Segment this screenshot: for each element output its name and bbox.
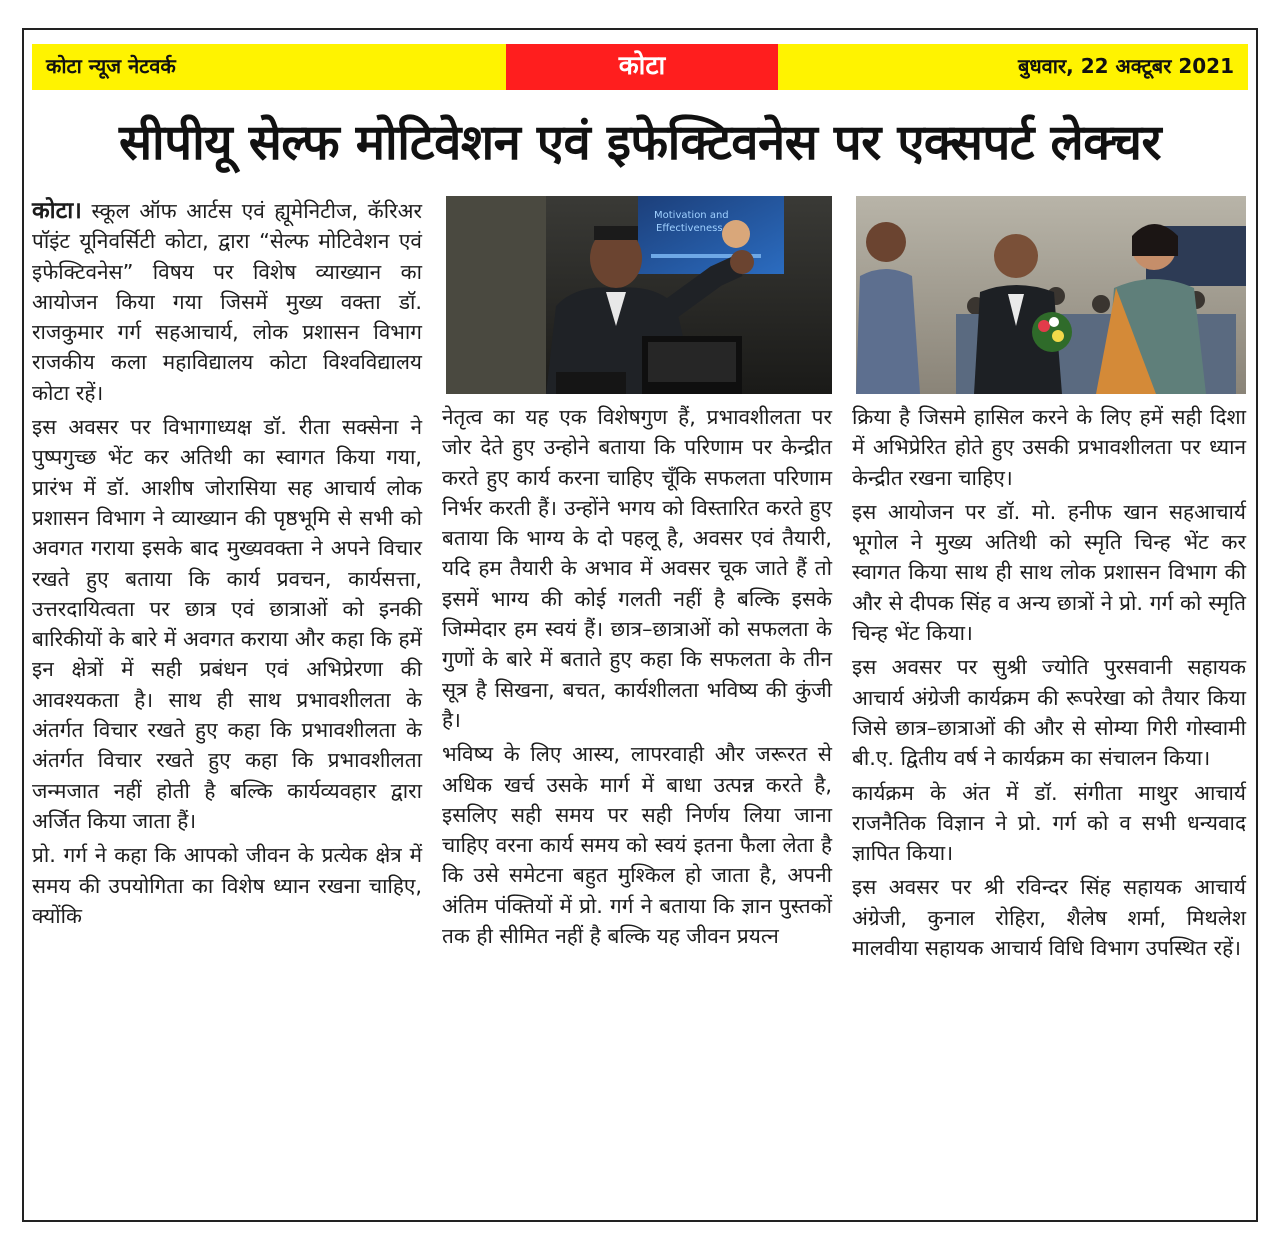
article-paragraph: क्रिया है जिसमे हासिल करने के लिए हमें सही दिशा में अभिप्रेरित होते हुए उसकी प्रभावशीलता पर ध्यान केन्द्रीत रखना चाहिए। xyxy=(852,405,1246,490)
article-paragraph: भविष्य के लिए आस्य, लापरवाही और जरूरत से अधिक खर्च उसके मार्ग में बाधा उत्पन्न करते है, इसलिए सही समय पर सही निर्णय लिया जाना चाहिए वरना कार्य समय को स्वयं इतना फैला लेता है कि उसे समेटना बहुत मुश्किल हो जाता है, अपनी अंतिम पंक्तियों में प्रो. गर्ग ने बताया कि ज्ञान पुस्तकों तक ही सीमित नहीं है बल्कि यह जीवन प्रयत्न xyxy=(442,742,832,949)
article-paragraph: नेतृत्व का यह एक विशेषगुण हैं, प्रभावशीलता पर जोर देते हुए उन्होने बताया कि परिणाम पर केन्द्रीत करते हुए कार्य करना चाहिए चूँकि सफलता परिणाम निर्भर करती हैं। उन्होंने भगय को विस्तारित करते हुए बताया कि भाग्य के दो पहलू है, अवसर एवं तैयारी, यदि हम तैयारी के अभाव में अवसर चूक जाते हैं तो इसमें भाग्य की कोई गलती नहीं है बल्कि इसके जिम्मेदार हम स्वयं हैं। छात्र–छात्राओं को सफलता के गुणों के बारे में बताते हुए कहा कि सफलता के तीन सूत्र है सिखना, बचत, कार्यशीलता भविष्य की कुंजी है। xyxy=(442,405,832,732)
article-column-3 xyxy=(852,402,1246,967)
network-name: कोटा न्यूज नेटवर्क xyxy=(46,54,176,78)
article-paragraph xyxy=(32,196,422,408)
article-paragraph: इस आयोजन पर डॉ. मो. हनीफ खान सहआचार्य भूगोल ने मुख्य अतिथी को स्मृति चिन्ह भेंट कर स्वागत किया साथ ही साथ लोक प्रशासन विभाग की और से दीपक सिंह व अन्य छात्रों ने प्रो. गर्ग को स्मृति चिन्ह भेंट किया। xyxy=(852,499,1246,646)
article-column-1 xyxy=(32,196,422,935)
article-column-2 xyxy=(442,402,832,955)
slide-title-line1: Motivation and xyxy=(654,210,729,221)
article-paragraph: प्रो. गर्ग ने कहा कि आपको जीवन के प्रत्येक क्षेत्र में समय की उपयोगिता का विशेष ध्यान रखना चाहिए, क्योंकि xyxy=(32,843,422,928)
newspaper-page xyxy=(22,28,1258,1222)
speaker-photo xyxy=(446,196,832,394)
issue-date: बुधवार, 22 अक्टूबर 2021 xyxy=(1017,54,1234,78)
article-paragraph: इस अवसर पर सुश्री ज्योति पुरसवानी सहायक आचार्य अंग्रेजी कार्यक्रम की रूपरेखा को तैयार किया जिसे छात्र–छात्राओं की और से सोम्या गिरी गोस्वामी बी.ए. द्वितीय वर्ष ने कार्यक्रम का संचालन किया। xyxy=(852,655,1246,771)
bouquet-presentation-photo xyxy=(856,196,1246,394)
speaker-photo-image xyxy=(446,196,832,394)
dateline: कोटा। xyxy=(32,198,82,224)
article-paragraph: कार्यक्रम के अंत में डॉ. संगीता माथुर आचार्य राजनैतिक विज्ञान ने प्रो. गर्ग को व सभी धन्यवाद ज्ञापित किया। xyxy=(852,780,1246,866)
headline: सीपीयू सेल्फ मोटिवेशन एवं इफेक्टिवनेस पर एक्सपर्ट लेक्चर xyxy=(118,114,1162,171)
paragraph-text: स्कूल ऑफ आर्टस एवं ह्यूमेनिटीज, कॅरिअर पॉइंट यूनिवर्सिटी कोटा, द्वारा “सेल्फ मोटिवेशन एवं इफेक्टिवनेस” विषय पर विशेष व्याख्यान का आयोजन किया गया जिसमें मुख्य वक्ता डॉ. राजकुमार गर्ग सहआचार्य, लोक प्रशासन विभाग राजकीय कला महाविद्यालय कोटा विश्वविद्यालय कोटा रहें। xyxy=(32,199,422,405)
slide-title-line2: Effectiveness xyxy=(656,223,723,234)
bouquet-presentation-image xyxy=(856,196,1246,394)
article-paragraph: इस अवसर पर विभागाध्यक्ष डॉ. रीता सक्सेना ने पुष्पगुच्छ भेंट कर अतिथी का स्वागत किया गया, प्रारंभ में डॉ. आशीष जोरासिया सह आचार्य लोक प्रशासन विभाग ने व्याख्यान की पृष्ठभूमि से सभी को अवगत गराया इसके बाद मुख्यवक्ता ने अपने विचार रखते हुए बताया कि कार्य प्रवचन, कार्यसत्ता, उत्तरदायित्वता पर छात्र एवं छात्राओं को इनकी बारिकीयों के बारे में अवगत कराया और कहा कि हमें इन क्षेत्रों में सही प्रबंधन एवं अभिप्रेरणा की आवश्यकता है। साथ ही साथ प्रभावशीलता के अंतर्गत विचार रखते हुए कहा कि प्रभावशीलता के अंतर्गत विचार रखते हुए कहा कि प्रभावशीलता जन्मजात नहीं होती है बल्कि कार्यव्यवहार द्वारा अर्जित किया जाता हैं। xyxy=(32,415,422,833)
masthead-bar xyxy=(32,44,1248,90)
article-paragraph: इस अवसर पर श्री रविन्दर सिंह सहायक आचार्य अंग्रेजी, कुनाल रोहिरा, शैलेष शर्मा, मिथलेश मालवीया सहायक आचार्य विधि विभाग उपस्थित रहें। xyxy=(852,875,1246,961)
city-banner: कोटा xyxy=(506,44,778,90)
